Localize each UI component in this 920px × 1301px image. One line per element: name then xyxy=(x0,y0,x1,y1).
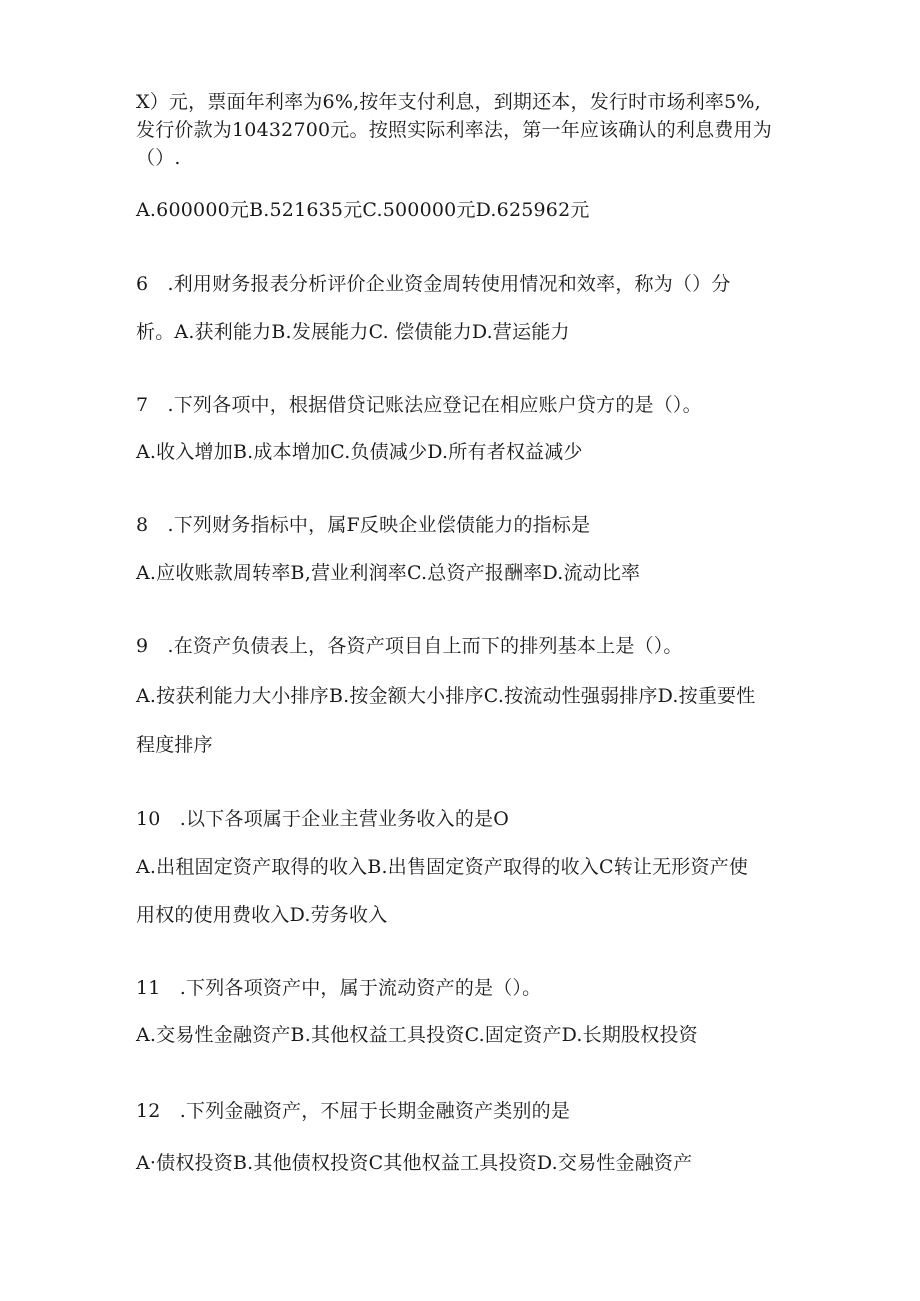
question-9-options: A.按获利能力大小排序B.按金额大小排序C.按流动性强弱排序D.按重要性 xyxy=(136,685,756,707)
question-12-stem: 12 .下列金融资产，不屈于长期金融资产类别的是 xyxy=(136,1100,571,1122)
question-6-options: 析。A.获利能力B.发展能力C. 偿债能力D.营运能力 xyxy=(136,321,570,343)
question-10-options-cont: 用权的使用费收入D.劳务收入 xyxy=(136,904,388,926)
question-8-stem: 8 .下列财务指标中，属F反映企业偿债能力的指标是 xyxy=(136,514,591,536)
question-6-stem: 6 .利用财务报表分析评价企业资金周转使用情况和效率，称为（）分 xyxy=(136,273,731,295)
question-9-options-cont: 程度排序 xyxy=(136,734,213,756)
intro-text-line-2: 发行价款为10432700元。按照实际利率法，第一年应该确认的利息费用为 xyxy=(136,119,772,141)
question-11-options: A.交易性金融资产B.其他权益工具投资C.固定资产D.长期股权投资 xyxy=(136,1024,698,1046)
question-11-stem: 11 .下列各项资产中，属于流动资产的是（）。 xyxy=(136,977,542,999)
intro-text-line-1: X）元，票面年利率为6%,按年支付利息，到期还本，发行时市场利率5%, xyxy=(136,91,761,113)
question-7-options: A.收入增加B.成本增加C.负债减少D.所有者权益减少 xyxy=(136,441,583,463)
intro-text-line-3: （）. xyxy=(136,147,181,169)
question-9-stem: 9 .在资产负债表上，各资产项目自上而下的排列基本上是（）。 xyxy=(136,635,683,657)
question-7-stem: 7 .下列各项中，根据借贷记账法应登记在相应账户贷方的是（）。 xyxy=(136,394,702,416)
question-8-options: A.应收账款周转率B,营业利润率C.总资产报酬率D.流动比率 xyxy=(136,562,641,584)
intro-options: A.600000元B.521635元C.500000元D.625962元 xyxy=(136,199,590,221)
question-12-options: A·债权投资B.其他债权投资C其他权益工具投资D.交易性金融资产 xyxy=(136,1152,693,1174)
question-10-options: A.出租固定资产取得的收入B.出售固定资产取得的收入C转让无形资产使 xyxy=(136,856,749,878)
question-10-stem: 10 .以下各项属于企业主营业务收入的是O xyxy=(136,808,509,830)
